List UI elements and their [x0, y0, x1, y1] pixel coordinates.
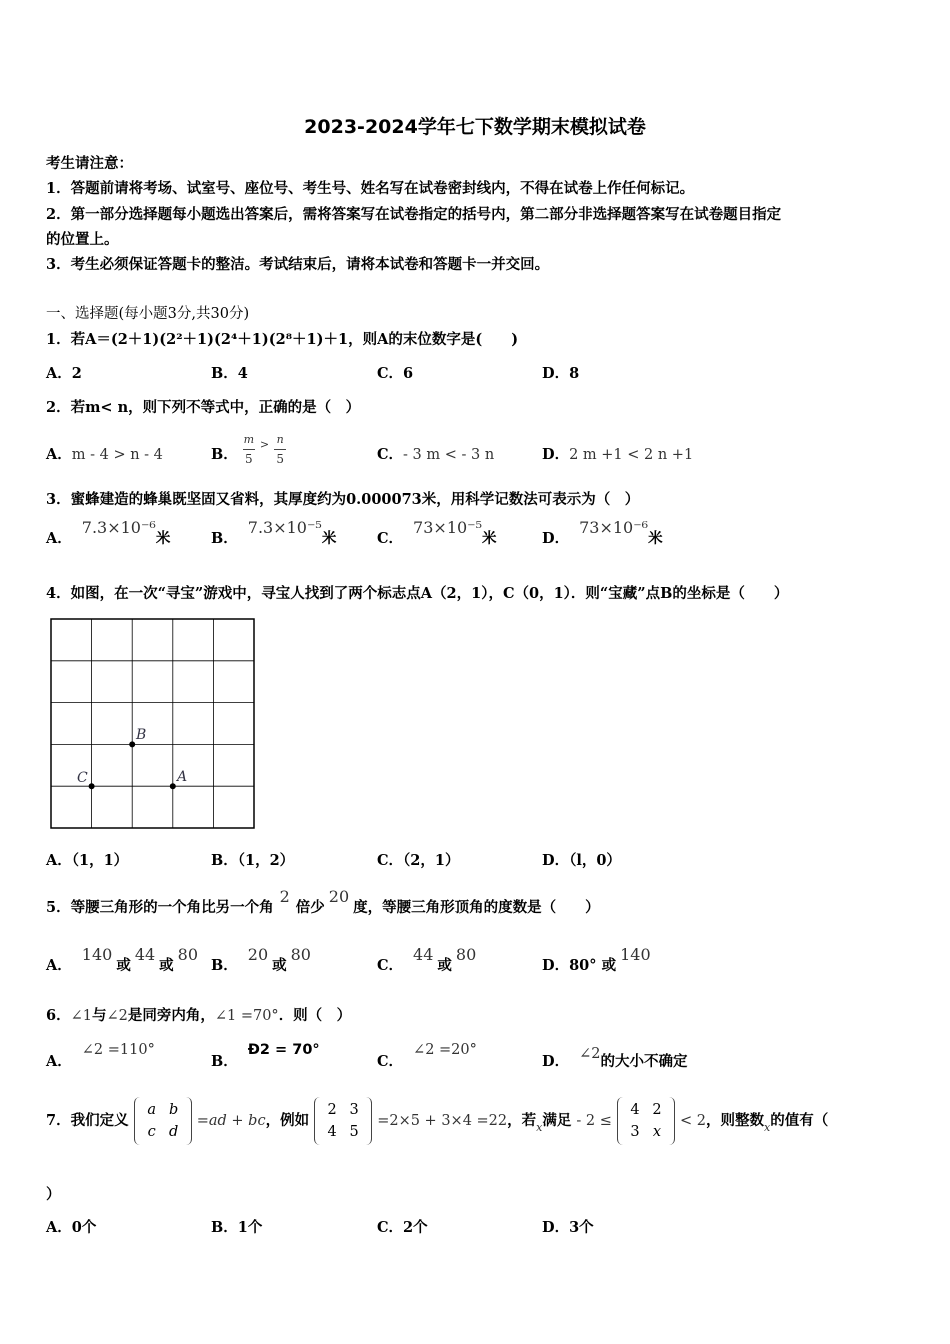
question-3-stem: 3．蜜蜂建造的蜂巢既坚固又省料，其厚度约为0.000073米，用科学记数法可表示为（ ） — [46, 491, 640, 508]
option-label: B． — [211, 957, 238, 974]
q5-option-b: B．20或80 — [211, 945, 311, 974]
math-number: 20 — [328, 887, 350, 906]
section-heading: 一、选择题(每小题3分,共30分) — [46, 306, 250, 322]
q5-option-a: A．140或44或80 — [46, 945, 199, 974]
q2-option-d — [542, 443, 693, 464]
q3-option-b — [211, 518, 337, 548]
q3-option-a — [46, 518, 171, 548]
q2-option-a — [46, 443, 163, 464]
grid-border — [51, 619, 254, 828]
q7-option-a: A．0个 — [46, 1219, 97, 1236]
page-title: 2023-2024学年七下数学期末模拟试卷 — [304, 116, 646, 138]
point-b-marker — [129, 741, 135, 747]
option-label: D． — [542, 957, 570, 974]
question-6-stem: 6．∠1与∠2是同旁内角，∠1 =70°．则（ ） — [46, 1007, 352, 1024]
option-math: 7.3×10⁻⁵ — [247, 518, 322, 537]
fraction-denominator: 5 — [243, 449, 255, 468]
q3-option-d — [542, 518, 663, 548]
point-a-label: A — [177, 769, 188, 785]
q1-option-d: D．8 — [542, 365, 580, 382]
notice-item: 的位置上。 — [46, 231, 119, 248]
q1-option-a: A．2 — [46, 365, 82, 382]
q7-option-d: D．3个 — [542, 1219, 594, 1236]
option-math: Ð2 = 70° — [247, 1042, 320, 1058]
q5-option-c: C．44或80 — [377, 945, 477, 974]
point-a-marker — [170, 783, 176, 789]
q6-option-c — [377, 1042, 477, 1071]
option-math: ∠2 =110° — [81, 1042, 155, 1058]
option-math: ∠2 — [579, 1046, 601, 1062]
q6-option-a — [46, 1042, 155, 1071]
option-label: C． — [377, 1053, 404, 1070]
option-label: A． — [46, 530, 72, 547]
option-math: 73×10⁻⁵ — [413, 518, 483, 537]
matrix-example: 2 3 4 5 — [314, 1097, 372, 1145]
option-label: A． — [46, 446, 72, 463]
unit-label: 米 — [482, 530, 497, 547]
q1-option-c: C．6 — [377, 365, 414, 382]
option-label: B． — [211, 446, 238, 463]
notice-item: 1．答题前请将考场、试室号、座位号、考生号、姓名写在试卷密封线内，不得在试卷上作任何标记。 — [46, 180, 695, 197]
q2-option-c — [377, 443, 494, 464]
unit-label: 米 — [648, 530, 663, 547]
notice-item: 2．第一部分选择题每小题选出答案后，需将答案写在试卷指定的括号内，第二部分非选择题答案写在试卷题目指定 — [46, 206, 782, 223]
q5-option-d: D．80° 或140 — [542, 945, 651, 974]
option-label: C． — [377, 530, 404, 547]
matrix-definition: a b c d — [134, 1097, 192, 1145]
fraction-numerator: m — [243, 433, 255, 446]
q4-option-b: B．（1，2） — [211, 852, 295, 869]
question-5-stem: 5．等腰三角形的一个角比另一个角2倍少20度，等腰三角形顶角的度数是（ ） — [46, 887, 600, 916]
option-label: A． — [46, 1053, 72, 1070]
point-c-marker — [89, 783, 95, 789]
q2-option-b — [211, 430, 286, 468]
option-math: ∠2 =20° — [413, 1042, 477, 1058]
option-math: 7.3×10⁻⁶ — [81, 518, 156, 537]
q7-option-c: C．2个 — [377, 1219, 428, 1236]
option-label: D． — [542, 530, 570, 547]
fraction-numerator: n — [276, 433, 284, 446]
q3-option-c — [377, 518, 497, 548]
option-label: B． — [211, 1053, 238, 1070]
question-1-stem: 1．若A＝(2＋1)(2²＋1)(2⁴＋1)(2⁸＋1)＋1，则A的末位数字是( ) — [46, 331, 519, 348]
q6-option-d: D． ∠2的大小不确定 — [542, 1046, 688, 1070]
option-label: D． — [542, 446, 570, 463]
point-b-label: B — [136, 727, 147, 743]
q4-option-a: A．（1，1） — [46, 852, 129, 869]
question-2-stem: 2．若m< n，则下列不等式中，正确的是（ ） — [46, 399, 361, 416]
option-math: - 3 m < - 3 n — [403, 447, 495, 463]
point-c-label: C — [77, 770, 88, 786]
unit-label: 米 — [321, 530, 337, 547]
option-label: B． — [211, 530, 238, 547]
option-label: C． — [377, 957, 404, 974]
notice-heading: 考生请注意： — [46, 155, 133, 172]
q4-option-c: C．（2，1） — [377, 852, 460, 869]
option-label: C． — [377, 446, 404, 463]
matrix-condition: 4 2 3 x — [617, 1097, 675, 1145]
grid-lines — [51, 619, 254, 828]
question-7-stem: 7．我们定义 a b c d =ad + bc，例如 2 3 4 5 =2×5 + 3×4 =22，若$_x$满足 - 2 ≤ 4 2 3 x < 2，则整数$_x$的值有（ — [46, 1097, 828, 1145]
option-label: D． — [542, 1053, 570, 1070]
question-7-close: ） — [46, 1186, 61, 1203]
option-math: 2 m +1 < 2 n +1 — [569, 447, 694, 463]
fraction-denominator: 5 — [274, 449, 286, 468]
option-label: A． — [46, 957, 72, 974]
notice-item: 3．考生必须保证答题卡的整洁。考试结束后，请将本试卷和答题卡一并交回。 — [46, 256, 550, 273]
treasure-grid-figure — [50, 618, 256, 830]
option-math: 73×10⁻⁶ — [579, 518, 649, 537]
math-number: 2 — [279, 887, 290, 906]
q7-option-b: B．1个 — [211, 1219, 263, 1236]
q1-option-b: B．4 — [211, 365, 248, 382]
q4-option-d: D．（l，0） — [542, 852, 621, 869]
unit-label: 米 — [155, 530, 171, 547]
q6-option-b — [211, 1042, 320, 1071]
comparison-sign: > — [259, 438, 270, 451]
question-4-stem: 4．如图，在一次“寻宝”游戏中，寻宝人找到了两个标志点A（2，1），C（0，1）．则“宝藏”点B的坐标是（ ） — [46, 585, 789, 602]
option-math: m - 4 > n - 4 — [71, 447, 163, 463]
